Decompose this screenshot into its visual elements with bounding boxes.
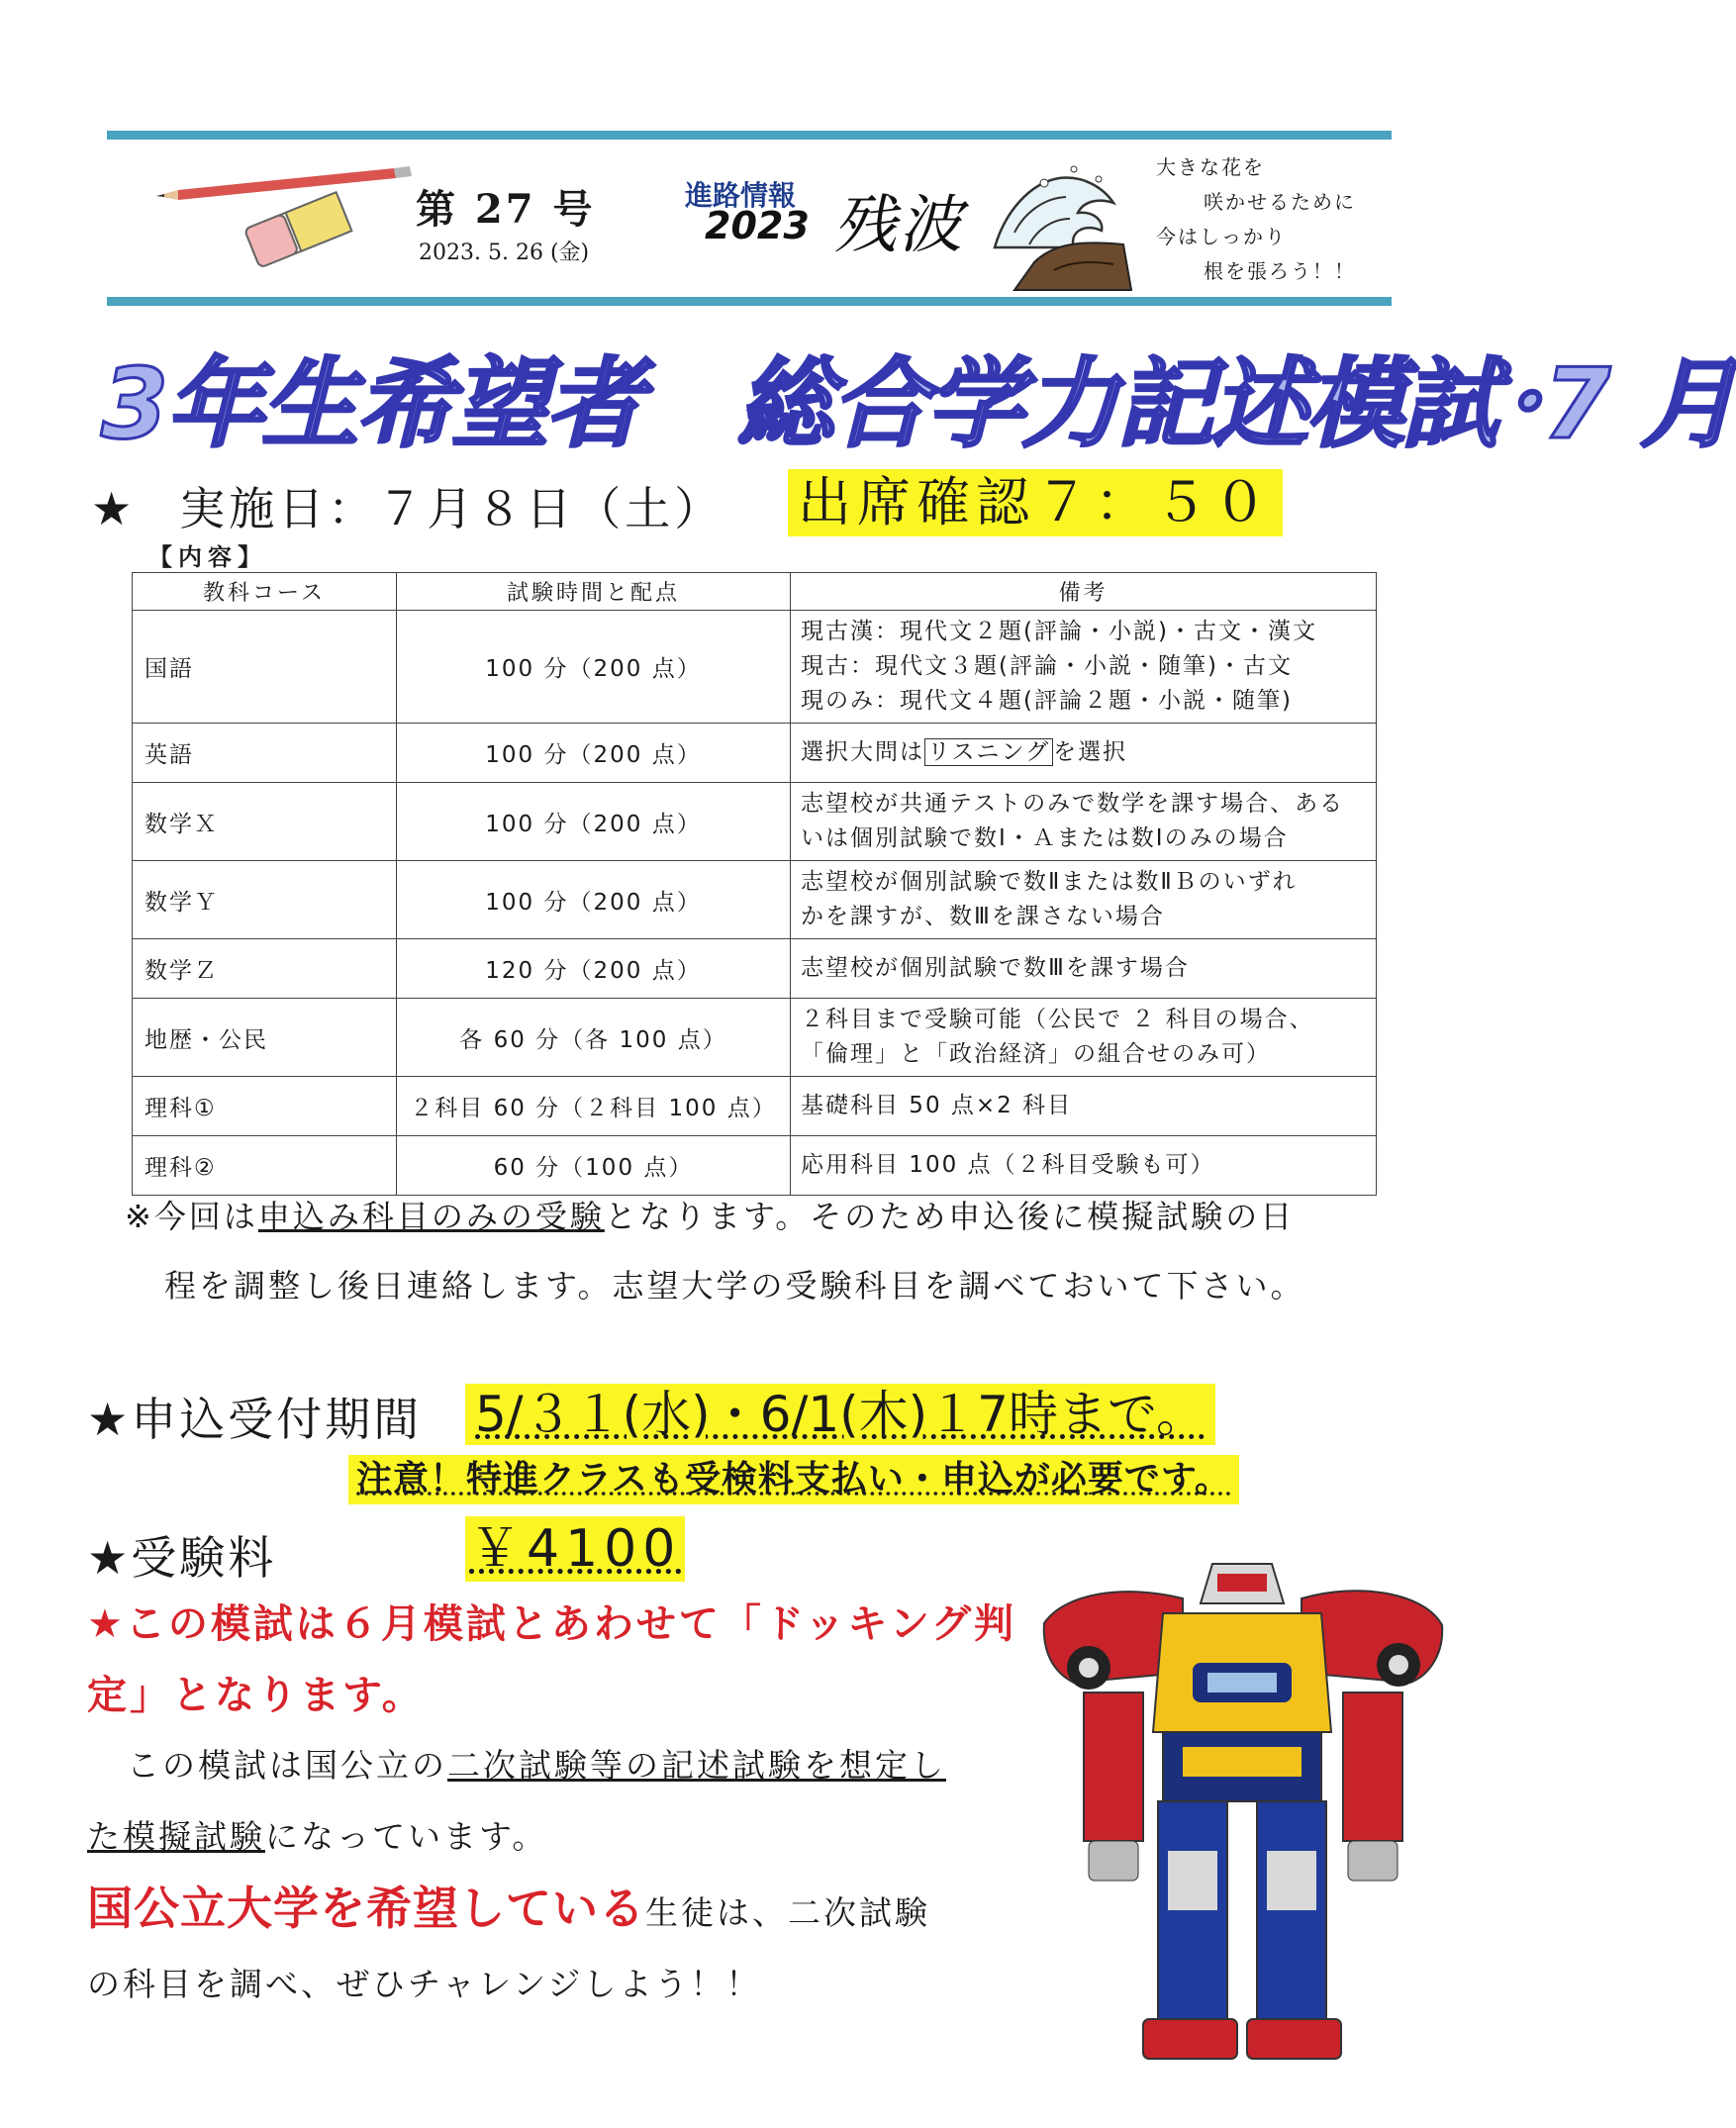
pencil-eraser-icon [156, 166, 414, 265]
header-subject: 教科コース [133, 573, 397, 611]
application-label-text: ★申込受付期間 [87, 1393, 423, 1446]
table-footnote [125, 1182, 1411, 1320]
subject-cell: 数学Ｙ [133, 861, 397, 939]
subject-cell: 理科② [133, 1136, 397, 1196]
header-notes: 備考 [791, 573, 1377, 611]
table-row [133, 783, 1377, 861]
robot-toy-image [1034, 1554, 1450, 2069]
notes-cell [791, 724, 1377, 783]
motto-line: 大きな花を [1156, 155, 1265, 179]
page-title: 3年生希望者 総合学力記述模試･7 月 [101, 348, 1736, 461]
issue-number: 第 27 号 [416, 186, 596, 233]
time-cell: 60 分（100 点） [397, 1136, 791, 1196]
exam-table [132, 572, 1377, 1196]
note-line: かを課すが、数Ⅲを課さない場合 [801, 904, 1165, 929]
attendance-time: 出席確認７：５０ [788, 469, 1283, 536]
exam-date-text: 実施日：７月８日（土） [179, 482, 724, 535]
description-text: この模試は国公立の [127, 1746, 447, 1785]
time-cell: 100 分（200 点） [397, 783, 791, 861]
table-row [133, 724, 1377, 783]
wave-rock-icon [975, 153, 1133, 292]
table-row [133, 1077, 1377, 1136]
footnote-line: 程を調整し後日連絡します。志望大学の受験科目を調べておいて下さい。 [164, 1267, 1305, 1305]
motto [1156, 150, 1356, 289]
series-year: 2023 [705, 204, 810, 247]
fee-label: ★受験料 [87, 1531, 277, 1585]
newsletter-title: 残波 [833, 189, 964, 262]
note-text: 選択大問は [801, 739, 924, 765]
notes-cell [791, 939, 1377, 999]
table-row [133, 861, 1377, 939]
fee-amount: ￥4100 [465, 1516, 685, 1582]
star-icon: ★ [91, 482, 137, 535]
note-text: を選択 [1053, 739, 1128, 765]
table-row [133, 939, 1377, 999]
time-cell: 100 分（200 点） [397, 861, 791, 939]
description-line [87, 1730, 1017, 1801]
subject-cell: 英語 [133, 724, 397, 783]
notice-line: ★この模試は６月模試とあわせて「ドッキング判 [87, 1601, 1017, 1647]
description-emphasis: 国公立大学を希望している [87, 1882, 645, 1935]
docking-notice [87, 1589, 1017, 1731]
time-cell: 各 60 分（各 100 点） [397, 999, 791, 1077]
motto-line: 根を張ろう！！ [1204, 259, 1356, 283]
note-line: いは個別試験で数Ⅰ・Ａまたは数Ⅰのみの場合 [801, 825, 1289, 851]
bottom-rule [107, 297, 1392, 306]
application-label [87, 1384, 422, 1449]
footnote-line [125, 1182, 1411, 1251]
subject-cell: 地歴・公民 [133, 999, 397, 1077]
description-line: の科目を調べ、ぜひチャレンジしよう！！ [87, 1965, 762, 2003]
note-line: 志望校が個別試験で数Ⅱまたは数ⅡＢのいずれ [801, 869, 1298, 895]
subject-cell: 国語 [133, 611, 397, 724]
notes-cell [791, 783, 1377, 861]
subject-cell: 数学Ｘ [133, 783, 397, 861]
footnote-underlined: 申込み科目のみの受験 [257, 1198, 605, 1235]
description-underlined: 二次試験等の記述試験を想定し [447, 1746, 946, 1785]
note-line: 基礎科目 50 点×2 科目 [801, 1093, 1073, 1118]
note-line: 現のみ：現代文４題(評論２題・小説・随筆) [801, 688, 1293, 714]
notes-cell [791, 1077, 1377, 1136]
description-text: になっています。 [265, 1817, 548, 1856]
notes-cell [791, 999, 1377, 1077]
motto-line: 咲かせるために [1204, 190, 1356, 214]
application-warning: 注意！特進クラスも受検料支払い・申込が必要です。 [348, 1455, 1239, 1504]
time-cell: 100 分（200 点） [397, 611, 791, 724]
note-line: 志望校が個別試験で数Ⅲを課す場合 [801, 955, 1190, 981]
table-row [133, 999, 1377, 1077]
description-text: 生徒は、二次試験 [645, 1893, 930, 1932]
description-line [87, 1801, 1017, 1873]
exam-date [91, 473, 723, 538]
time-cell: 100 分（200 点） [397, 724, 791, 783]
subject-cell: 数学Ｚ [133, 939, 397, 999]
note-line: 応用科目 100 点（２科目受験も可） [801, 1152, 1215, 1178]
time-cell: 120 分（200 点） [397, 939, 791, 999]
footnote-text: ※今回は [125, 1198, 258, 1235]
application-period: 5/３１(水)・6/1(木)１7時まで。 [465, 1384, 1215, 1445]
note-line: 現古漢：現代文２題(評論・小説)・古文・漢文 [801, 619, 1317, 644]
notice-line: 定」となります。 [87, 1673, 425, 1718]
description-underlined: た模擬試験 [87, 1817, 265, 1856]
header-time: 試験時間と配点 [397, 573, 791, 611]
time-cell: ２科目 60 分（２科目 100 点） [397, 1077, 791, 1136]
table-header-row [133, 573, 1377, 611]
footnote-text: となります。そのため申込後に模擬試験の日 [604, 1198, 1296, 1235]
notes-cell [791, 611, 1377, 724]
series-label: 進路情報 [685, 179, 797, 212]
note-line: 「倫理」と「政治経済」の組合せのみ可） [801, 1041, 1271, 1067]
top-rule [107, 131, 1392, 140]
description [87, 1730, 1017, 2020]
notes-cell [791, 861, 1377, 939]
listening-box: リスニング [924, 738, 1053, 766]
subject-cell: 理科① [133, 1077, 397, 1136]
description-line [87, 1873, 1017, 1949]
content-label: 【内容】 [148, 543, 267, 571]
note-line: 現古：現代文３題(評論・小説・随筆)・古文 [801, 653, 1293, 679]
note-line: ２科目まで受験可能（公民で ２ 科目の場合、 [801, 1007, 1314, 1032]
issue-date: 2023. 5. 26 (金) [419, 241, 590, 265]
table-row [133, 611, 1377, 724]
motto-line: 今はしっかり [1156, 225, 1287, 248]
note-line: 志望校が共通テストのみで数学を課す場合、ある [801, 791, 1345, 817]
